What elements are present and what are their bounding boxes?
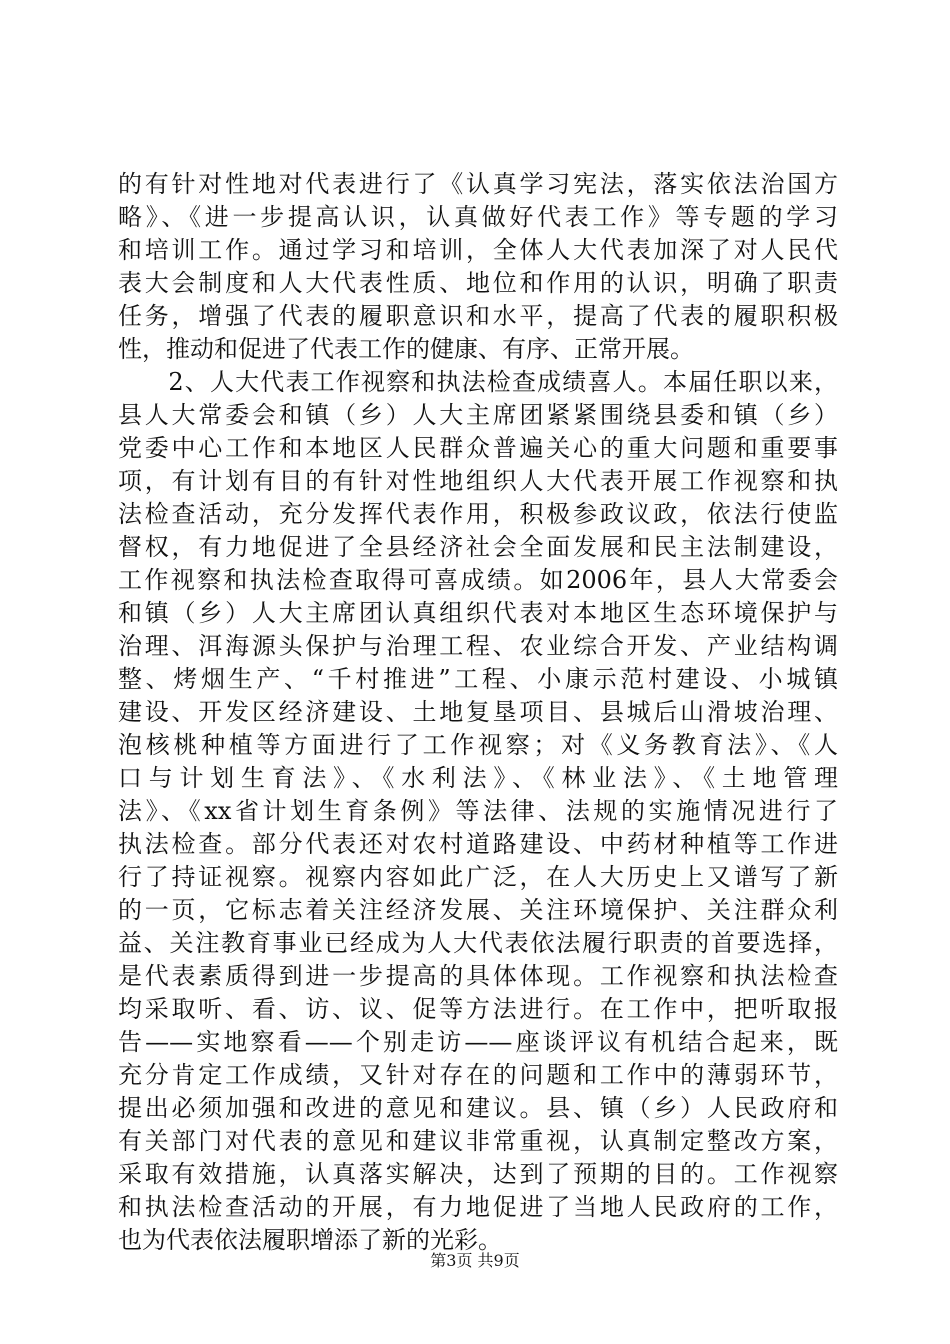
text-line: 建设、开发区经济建设、土地复垦项目、县城后山滑坡治理、 <box>118 698 838 726</box>
text-line: 2、人大代表工作视察和执法检查成绩喜人。本届任职以来， <box>118 368 838 396</box>
text-line: 有关部门对代表的意见和建议非常重视，认真制定整改方案， <box>118 1127 838 1155</box>
text-line: 充分肯定工作成绩，又针对存在的问题和工作中的薄弱环节， <box>118 1061 838 1089</box>
text-line: 和培训工作。通过学习和培训，全体人大代表加深了对人民代 <box>118 236 838 264</box>
text-line: 整、烤烟生产、“千村推进”工程、小康示范村建设、小城镇 <box>118 665 838 693</box>
text-line: 行了持证视察。视察内容如此广泛，在人大历史上又谱写了新 <box>118 863 838 891</box>
text-line: 泡核桃种植等方面进行了工作视察；对《义务教育法》、《人 <box>118 731 838 759</box>
text-line: 的有针对性地对代表进行了《认真学习宪法，落实依法治国方 <box>118 170 838 198</box>
text-line: 性，推动和促进了代表工作的健康、有序、正常开展。 <box>118 335 694 363</box>
text-line: 和执法检查活动的开展，有力地促进了当地人民政府的工作， <box>118 1193 838 1221</box>
text-line: 也为代表依法履职增添了新的光彩。 <box>118 1226 502 1254</box>
text-line: 和镇（乡）人大主席团认真组织代表对本地区生态环境保护与 <box>118 599 838 627</box>
text-line: 告——实地察看——个别走访——座谈评议有机结合起来，既 <box>118 1028 838 1056</box>
text-line: 提出必须加强和改进的意见和建议。县、镇（乡）人民政府和 <box>118 1094 838 1122</box>
text-line: 法检查活动，充分发挥代表作用，积极参政议政，依法行使监 <box>118 500 838 528</box>
text-line: 项，有计划有目的有针对性地组织人大代表开展工作视察和执 <box>118 467 838 495</box>
text-line: 采取有效措施，认真落实解决，达到了预期的目的。工作视察 <box>118 1160 838 1188</box>
text-line: 工作视察和执法检查取得可喜成绩。如2006年，县人大常委会 <box>118 566 838 594</box>
text-line: 略》、《进一步提高认识，认真做好代表工作》等专题的学习 <box>118 203 838 231</box>
text-line: 法》、《xx省计划生育条例》等法律、法规的实施情况进行了 <box>118 797 838 825</box>
body-text <box>118 168 838 1257</box>
text-line: 口与计划生育法》、《水利法》、《林业法》、《土地管理 <box>118 764 838 792</box>
text-line: 任务，增强了代表的履职意识和水平，提高了代表的履职积极 <box>118 302 838 330</box>
text-line: 表大会制度和人大代表性质、地位和作用的认识，明确了职责 <box>118 269 838 297</box>
text-line: 是代表素质得到进一步提高的具体体现。工作视察和执法检查 <box>118 962 838 990</box>
text-line: 督权，有力地促进了全县经济社会全面发展和民主法制建设， <box>118 533 838 561</box>
text-line: 的一页，它标志着关注经济发展、关注环境保护、关注群众利 <box>118 896 838 924</box>
text-line: 党委中心工作和本地区人民群众普遍关心的重大问题和重要事 <box>118 434 838 462</box>
text-line: 益、关注教育事业已经成为人大代表依法履行职责的首要选择， <box>118 929 838 957</box>
text-line: 执法检查。部分代表还对农村道路建设、中药材种植等工作进 <box>118 830 838 858</box>
text-line: 均采取听、看、访、议、促等方法进行。在工作中，把听取报 <box>118 995 838 1023</box>
text-line: 治理、洱海源头保护与治理工程、农业综合开发、产业结构调 <box>118 632 838 660</box>
page-number-footer: 第3页 共9页 <box>430 1251 520 1270</box>
text-line: 县人大常委会和镇（乡）人大主席团紧紧围绕县委和镇（乡） <box>118 401 838 429</box>
